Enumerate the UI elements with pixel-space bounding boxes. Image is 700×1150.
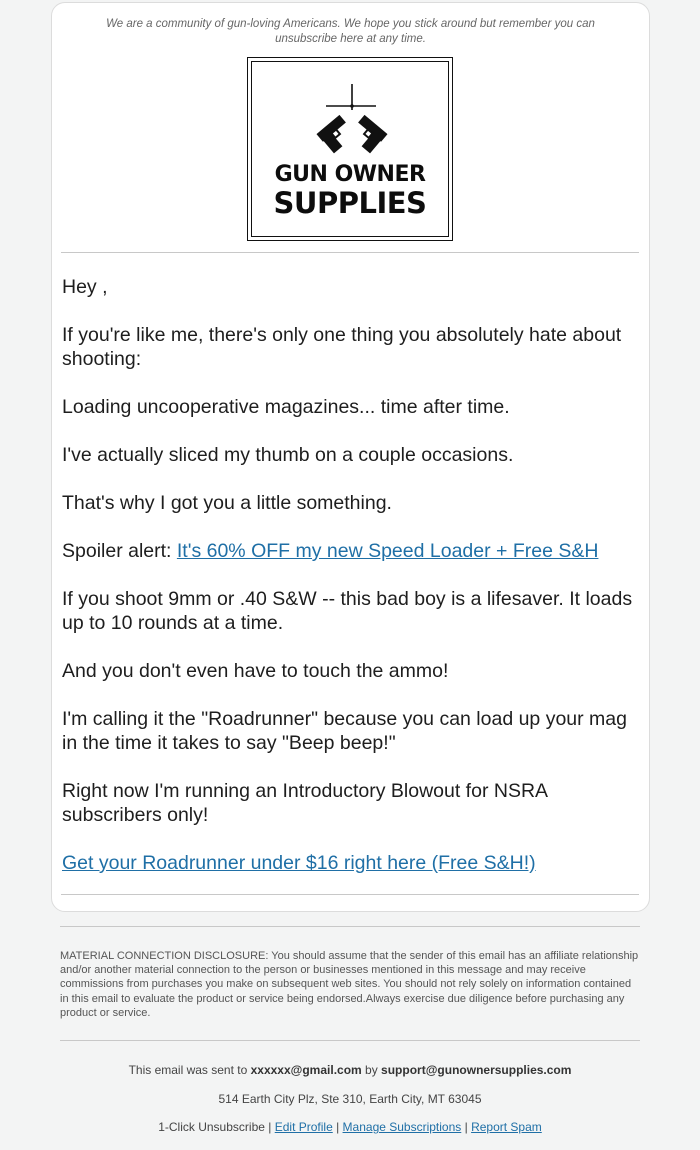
manage-subscriptions-link[interactable]: Manage Subscriptions xyxy=(342,1120,462,1134)
sent-prefix: This email was sent to xyxy=(128,1063,251,1077)
link-separator: | xyxy=(264,1120,275,1134)
edit-profile-link[interactable]: Edit Profile xyxy=(274,1120,333,1134)
brand-logo xyxy=(247,57,453,241)
divider-disclosure-top xyxy=(60,926,640,927)
roadrunner-cta-link[interactable]: Get your Roadrunner under $16 right here (Free S&H!) xyxy=(62,852,536,874)
paragraph-9: Right now I'm running an Introductory Blowout for NSRA subscribers only! xyxy=(62,780,547,826)
link-separator: | xyxy=(332,1120,343,1134)
paragraph-8: I'm calling it the "Roadrunner" because you can load up your mag in the time it takes to say "Beep beep!" xyxy=(62,708,627,754)
spoiler-prefix: Spoiler alert: xyxy=(62,540,177,562)
report-spam-link[interactable]: Report Spam xyxy=(471,1120,542,1134)
sent-to-line xyxy=(60,1063,640,1077)
preheader-text: We are a community of gun-loving Americans. We hope you stick around but remember you can unsubscribe here at any time. xyxy=(106,18,595,45)
divider-disclosure-bottom xyxy=(60,1040,640,1041)
one-click-unsubscribe[interactable]: 1-Click Unsubscribe xyxy=(158,1120,265,1134)
speed-loader-offer-link[interactable]: It's 60% OFF my new Speed Loader + Free S&H xyxy=(176,540,599,562)
footer-links xyxy=(60,1120,640,1134)
divider-top xyxy=(61,252,639,253)
paragraph-7: And you don't even have to touch the ammo! xyxy=(62,660,449,682)
paragraph-1: If you're like me, there's only one thing you absolutely hate about shooting: xyxy=(62,324,622,370)
logo-text-line2: SUPPLIES xyxy=(273,186,427,220)
sender-email: support@gunownersupplies.com xyxy=(381,1063,572,1077)
paragraph-2: Loading uncooperative magazines... time after time. xyxy=(62,396,510,418)
link-separator: | xyxy=(461,1120,472,1134)
email-card xyxy=(51,2,650,912)
recipient-email: xxxxxx@gmail.com xyxy=(250,1063,362,1077)
greeting: Hey , xyxy=(62,276,108,298)
divider-bottom xyxy=(61,894,639,895)
email-body xyxy=(62,275,642,899)
logo-text-line1: GUN OWNER xyxy=(274,162,426,187)
paragraph-cta xyxy=(62,851,642,875)
sent-by: by xyxy=(361,1063,382,1077)
paragraph-3: I've actually sliced my thumb on a couple occasions. xyxy=(62,444,514,466)
paragraph-5 xyxy=(62,539,642,563)
paragraph-4: That's why I got you a little something. xyxy=(62,492,392,514)
material-disclosure: MATERIAL CONNECTION DISCLOSURE: You should assume that the sender of this email has an affiliate relationship and/or another material connection to the person or businesses mentioned in this message and may receive commissions from purchases you make on subsequent web sites. You should not rely solely on information contained in this email to evaluate the product or service being endorsed.Always exercise due diligence before purchasing any product or service. xyxy=(60,950,639,1019)
paragraph-6: If you shoot 9mm or .40 S&W -- this bad boy is a lifesaver. It loads up to 10 rounds at a time. xyxy=(62,588,633,634)
postal-address: 514 Earth City Plz, Ste 310, Earth City, MT 63045 xyxy=(218,1092,482,1106)
